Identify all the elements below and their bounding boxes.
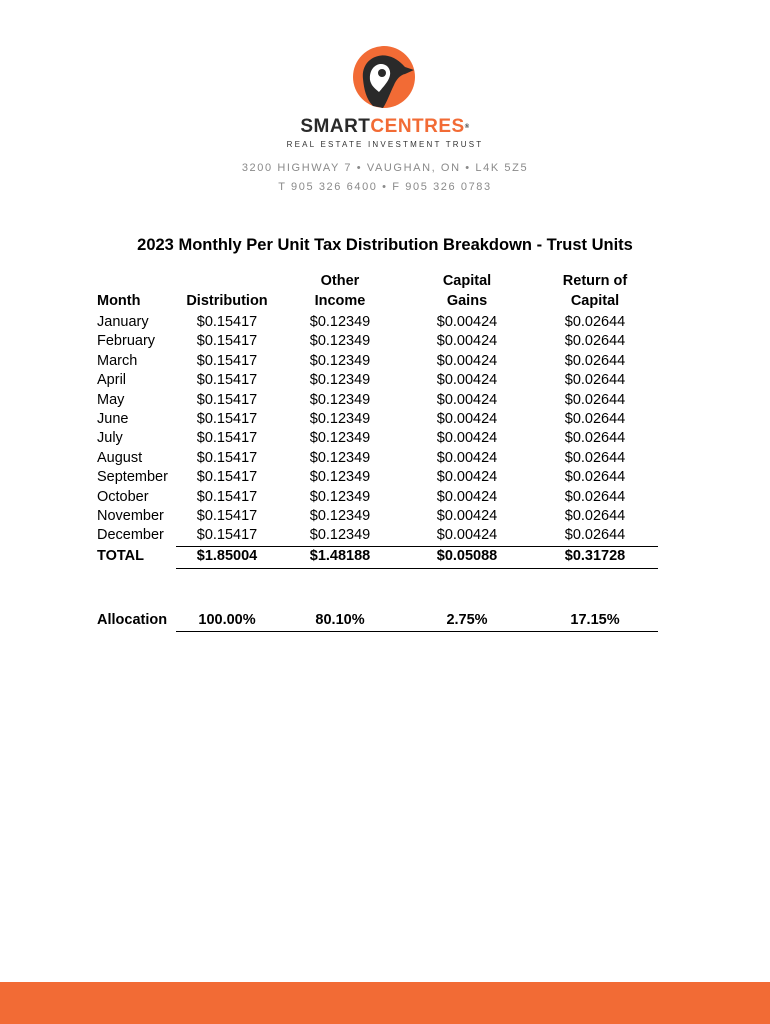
row-capital-gains: $0.00424 xyxy=(436,430,498,447)
row-other-income: $0.12349 xyxy=(309,372,371,389)
total-distribution: $1.85004 xyxy=(196,548,258,564)
row-return-of-capital: $0.02644 xyxy=(564,527,626,544)
row-return-of-capital: $0.02644 xyxy=(564,372,626,389)
row-month: May xyxy=(97,391,125,408)
phone-fax-line: T 905 326 6400 • F 905 326 0783 xyxy=(278,181,492,193)
total-return-of-capital: $0.31728 xyxy=(564,548,626,564)
row-month: November xyxy=(97,508,164,524)
row-distribution: $0.15417 xyxy=(196,469,258,486)
allocation-label: Allocation xyxy=(97,612,168,628)
row-month: August xyxy=(97,449,143,466)
row-return-of-capital: $0.02644 xyxy=(564,352,626,369)
row-month: February xyxy=(97,333,156,350)
row-capital-gains: $0.00424 xyxy=(436,449,498,466)
row-capital-gains: $0.00424 xyxy=(436,488,498,505)
header-other-line1: Other xyxy=(320,273,360,289)
brand-part-smart: SMART xyxy=(300,116,371,137)
row-other-income: $0.12349 xyxy=(309,430,371,447)
header-month: Month xyxy=(97,293,141,309)
row-other-income: $0.12349 xyxy=(309,352,371,369)
allocation-return-of-capital: 17.15% xyxy=(570,612,620,628)
row-return-of-capital: $0.02644 xyxy=(564,314,626,330)
row-month: January xyxy=(97,314,149,330)
total-bottom-rule xyxy=(176,568,658,569)
row-distribution: $0.15417 xyxy=(196,333,258,350)
header-other-line2: Income xyxy=(314,293,366,309)
row-return-of-capital: $0.02644 xyxy=(564,449,626,466)
row-other-income: $0.12349 xyxy=(309,469,371,486)
total-label: TOTAL xyxy=(97,548,144,564)
header-return-line2: Capital xyxy=(570,293,620,309)
row-return-of-capital: $0.02644 xyxy=(564,469,626,486)
brand-part-centres: CENTRES xyxy=(370,116,465,137)
row-capital-gains: $0.00424 xyxy=(436,527,498,544)
row-return-of-capital: $0.02644 xyxy=(564,333,626,350)
row-distribution: $0.15417 xyxy=(196,527,258,544)
row-capital-gains: $0.00424 xyxy=(436,411,498,427)
row-distribution: $0.15417 xyxy=(196,430,258,447)
row-other-income: $0.12349 xyxy=(309,527,371,544)
brand-wordmark xyxy=(0,116,770,138)
row-return-of-capital: $0.02644 xyxy=(564,508,626,524)
row-capital-gains: $0.00424 xyxy=(436,314,498,330)
total-capital-gains: $0.05088 xyxy=(436,548,498,564)
row-other-income: $0.12349 xyxy=(309,508,371,524)
row-distribution: $0.15417 xyxy=(196,352,258,369)
row-distribution: $0.15417 xyxy=(196,449,258,466)
row-return-of-capital: $0.02644 xyxy=(564,430,626,447)
penguin-logo-icon xyxy=(353,46,415,108)
row-other-income: $0.12349 xyxy=(309,488,371,505)
row-capital-gains: $0.00424 xyxy=(436,469,498,486)
row-capital-gains: $0.00424 xyxy=(436,508,498,524)
allocation-other-income: 80.10% xyxy=(315,612,365,628)
row-distribution: $0.15417 xyxy=(196,508,258,524)
document-title: 2023 Monthly Per Unit Tax Distribution Breakdown - Trust Units xyxy=(137,236,633,254)
row-other-income: $0.12349 xyxy=(309,391,371,408)
footer-accent-bar xyxy=(0,982,770,1024)
allocation-distribution: 100.00% xyxy=(198,612,256,628)
header-distribution: Distribution xyxy=(186,293,268,309)
address-line: 3200 HIGHWAY 7 • VAUGHAN, ON • L4K 5Z5 xyxy=(241,162,529,174)
row-return-of-capital: $0.02644 xyxy=(564,488,626,505)
row-month: April xyxy=(97,372,127,389)
row-distribution: $0.15417 xyxy=(196,391,258,408)
row-month: March xyxy=(97,352,138,369)
total-other-income: $1.48188 xyxy=(309,548,371,564)
row-other-income: $0.12349 xyxy=(309,314,371,330)
row-return-of-capital: $0.02644 xyxy=(564,411,626,427)
row-capital-gains: $0.00424 xyxy=(436,391,498,408)
row-distribution: $0.15417 xyxy=(196,411,258,427)
row-month: June xyxy=(97,411,129,427)
row-month: September xyxy=(97,469,168,486)
row-capital-gains: $0.00424 xyxy=(436,333,498,350)
row-distribution: $0.15417 xyxy=(196,314,258,330)
row-distribution: $0.15417 xyxy=(196,372,258,389)
allocation-capital-gains: 2.75% xyxy=(446,612,488,628)
header-capital-line2: Gains xyxy=(446,293,488,309)
row-month: October xyxy=(97,488,149,505)
brand-tagline: REAL ESTATE INVESTMENT TRUST xyxy=(286,140,484,149)
allocation-bottom-rule xyxy=(176,631,658,632)
row-return-of-capital: $0.02644 xyxy=(564,391,626,408)
row-other-income: $0.12349 xyxy=(309,449,371,466)
row-month: December xyxy=(97,527,164,544)
header-capital-line1: Capital xyxy=(442,273,492,289)
row-capital-gains: $0.00424 xyxy=(436,372,498,389)
row-month: July xyxy=(97,430,123,447)
row-capital-gains: $0.00424 xyxy=(436,352,498,369)
header-return-line1: Return of xyxy=(562,273,628,289)
row-other-income: $0.12349 xyxy=(309,333,371,350)
row-other-income: $0.12349 xyxy=(309,411,371,427)
row-distribution: $0.15417 xyxy=(196,488,258,505)
trademark-symbol: ® xyxy=(464,124,470,130)
